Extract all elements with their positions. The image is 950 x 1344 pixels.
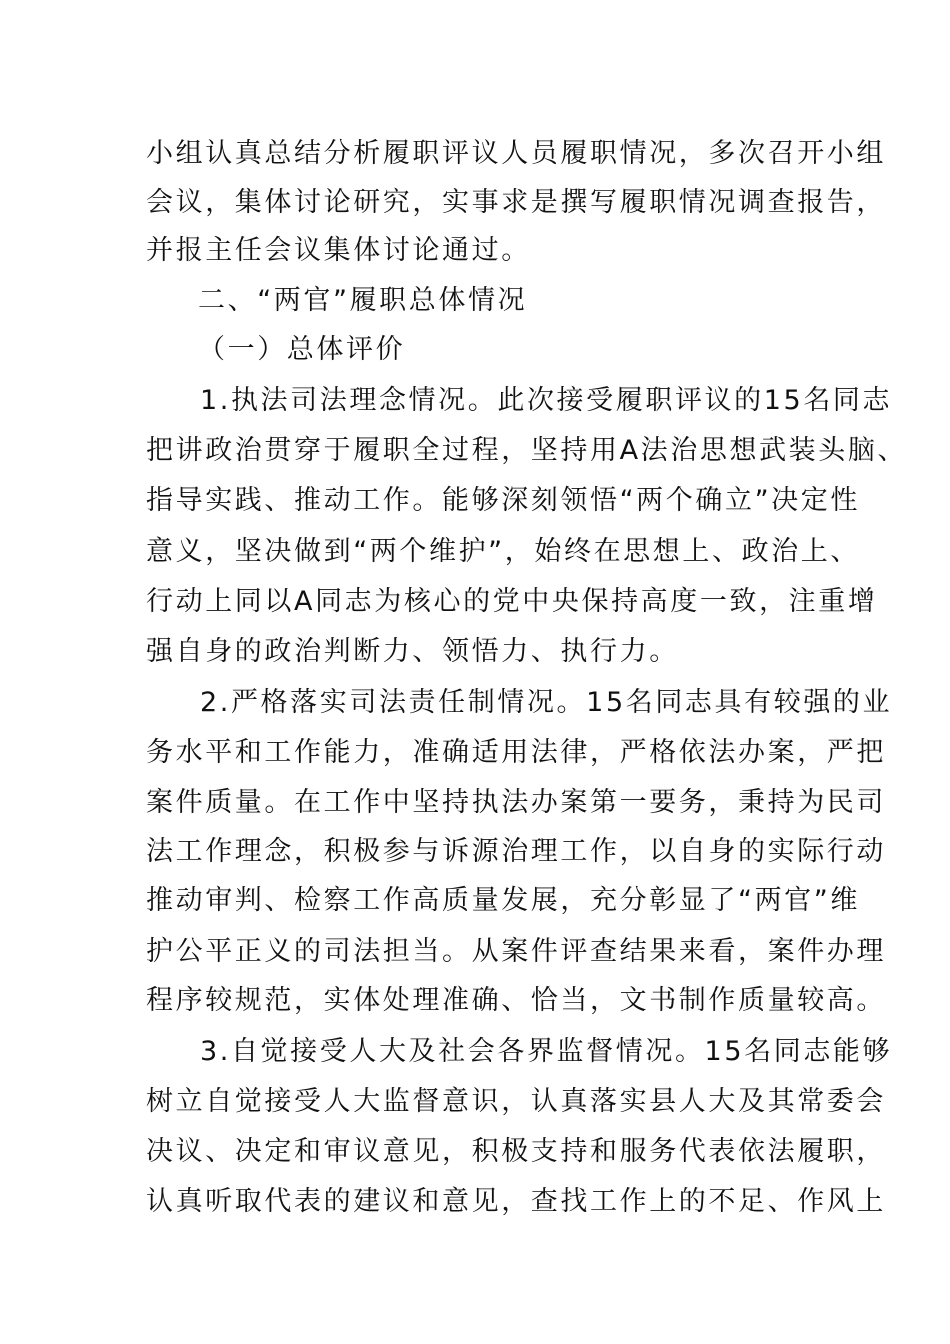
text-line: 把讲政治贯穿于履职全过程，坚持用A法治思想武装头脑、 xyxy=(146,435,908,466)
paragraph-1-start: 1.执法司法理念情况。此次接受履职评议的15名同志 xyxy=(200,385,893,416)
text-line: 并报主任会议集体讨论通过。 xyxy=(146,235,531,266)
text-line: 程序较规范，实体处理准确、恰当，文书制作质量较高。 xyxy=(146,985,886,1016)
text-line: 指导实践、推动工作。能够深刻领悟“两个确立”决定性 xyxy=(146,485,860,516)
text-line: 护公平正义的司法担当。从案件评查结果来看，案件办理 xyxy=(146,936,886,967)
text-line: 意义，坚决做到“两个维护”，始终在思想上、政治上、 xyxy=(146,536,860,567)
text-line: 法工作理念，积极参与诉源治理工作，以自身的实际行动 xyxy=(146,836,886,867)
text-line: 推动审判、检察工作高质量发展，充分彰显了“两官”维 xyxy=(146,885,860,916)
text-line: 强自身的政治判断力、领悟力、执行力。 xyxy=(146,636,679,667)
text-line: 案件质量。在工作中坚持执法办案第一要务，秉持为民司 xyxy=(146,787,886,818)
text-line: 小组认真总结分析履职评议人员履职情况，多次召开小组 xyxy=(146,138,886,169)
text-line: 会议，集体讨论研究，实事求是撰写履职情况调查报告， xyxy=(146,187,886,218)
paragraph-2-start: 2.严格落实司法责任制情况。15名同志具有较强的业 xyxy=(200,687,893,718)
paragraph-3-start: 3.自觉接受人大及社会各界监督情况。15名同志能够 xyxy=(200,1036,893,1067)
subsection-heading: （一）总体评价 xyxy=(198,334,406,365)
text-line: 行动上同以A同志为核心的党中央保持高度一致，注重增 xyxy=(146,586,878,617)
text-line: 树立自觉接受人大监督意识，认真落实县人大及其常委会 xyxy=(146,1086,886,1117)
text-line: 务水平和工作能力，准确适用法律，严格依法办案，严把 xyxy=(146,737,886,768)
text-line: 认真听取代表的建议和意见，查找工作上的不足、作风上 xyxy=(146,1186,886,1217)
section-heading: 二、“两官”履职总体情况 xyxy=(198,285,528,316)
text-line: 决议、决定和审议意见，积极支持和服务代表依法履职， xyxy=(146,1136,886,1167)
